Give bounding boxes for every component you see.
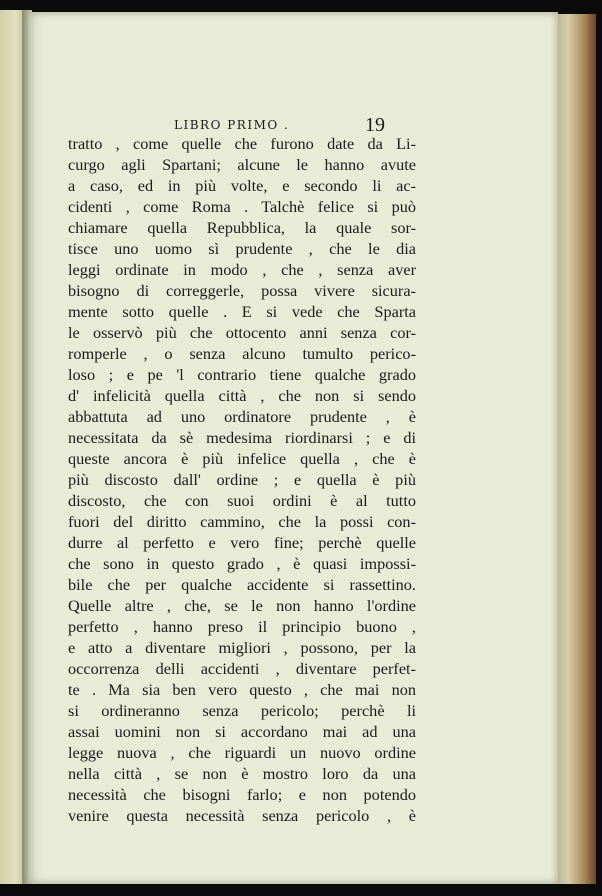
text-line: che sono in questo grado , è quasi impossi- [68, 554, 416, 573]
text-line: durre al perfetto e vero fine; perchè quelle [68, 533, 416, 552]
text-line: fuori del diritto cammino, che la possi con- [68, 512, 416, 531]
text-line: curgo agli Spartani; alcune le hanno avute [68, 155, 416, 174]
text-line: venire questa necessità senza pericolo , è [68, 806, 416, 825]
text-line: te . Ma sia ben vero questo , che mai non [68, 680, 416, 699]
text-line: bisogno di correggerle, possa vivere sicura- [68, 281, 416, 300]
text-line: nella città , se non è mostro loro da una [68, 764, 416, 783]
text-line: bile che per qualche accidente si rassettino. [68, 575, 416, 594]
text-line: queste ancora è più infelice quella , che è [68, 449, 416, 468]
book-page [28, 12, 558, 884]
text-line: si ordineranno senza pericolo; perchè li [68, 701, 416, 720]
text-line: necessità che bisogni farlo; e non potendo [68, 785, 416, 804]
text-line: leggi ordinate in modo , che , senza aver [68, 260, 416, 279]
text-line: assai uomini non si accordano mai ad una [68, 722, 416, 741]
running-head: LIBRO PRIMO . [174, 118, 290, 132]
text-line: tisce uno uomo sì prudente , che le dia [68, 239, 416, 258]
text-line: a caso, ed in più volte, e secondo li ac- [68, 176, 416, 195]
book-cover-edge [556, 14, 596, 884]
text-line: chiamare quella Repubblica, la quale sor- [68, 218, 416, 237]
page-number: 19 [365, 114, 385, 136]
text-line: romperle , o senza alcuno tumulto perico- [68, 344, 416, 363]
body-text [68, 133, 416, 826]
text-line: loso ; e pe 'l contrario tiene qualche grado [68, 365, 416, 384]
text-line: legge nuova , che riguardi un nuovo ordine [68, 743, 416, 762]
text-line: più discosto dall' ordine ; e quella è più [68, 470, 416, 489]
text-line: le osservò più che ottocento anni senza cor- [68, 323, 416, 342]
text-line: tratto , come quelle che furono date da Li- [68, 134, 416, 153]
text-line: necessitata da sè medesima riordinarsi ; e di [68, 428, 416, 447]
text-line: e atto a diventare migliori , possono, per la [68, 638, 416, 657]
text-line: d' infelicità quella città , che non si sendo [68, 386, 416, 405]
text-line: abbattuta ad uno ordinatore prudente , è [68, 407, 416, 426]
text-line: mente sotto quelle . E si vede che Sparta [68, 302, 416, 321]
text-line: perfetto , hanno preso il principio buono , [68, 617, 416, 636]
text-line: discosto, che con suoi ordini è al tutto [68, 491, 416, 510]
text-line: Quelle altre , che, se le non hanno l'ordine [68, 596, 416, 615]
text-line: occorrenza delli accidenti , diventare perfet- [68, 659, 416, 678]
text-line: cidenti , come Roma . Talchè felice si può [68, 197, 416, 216]
